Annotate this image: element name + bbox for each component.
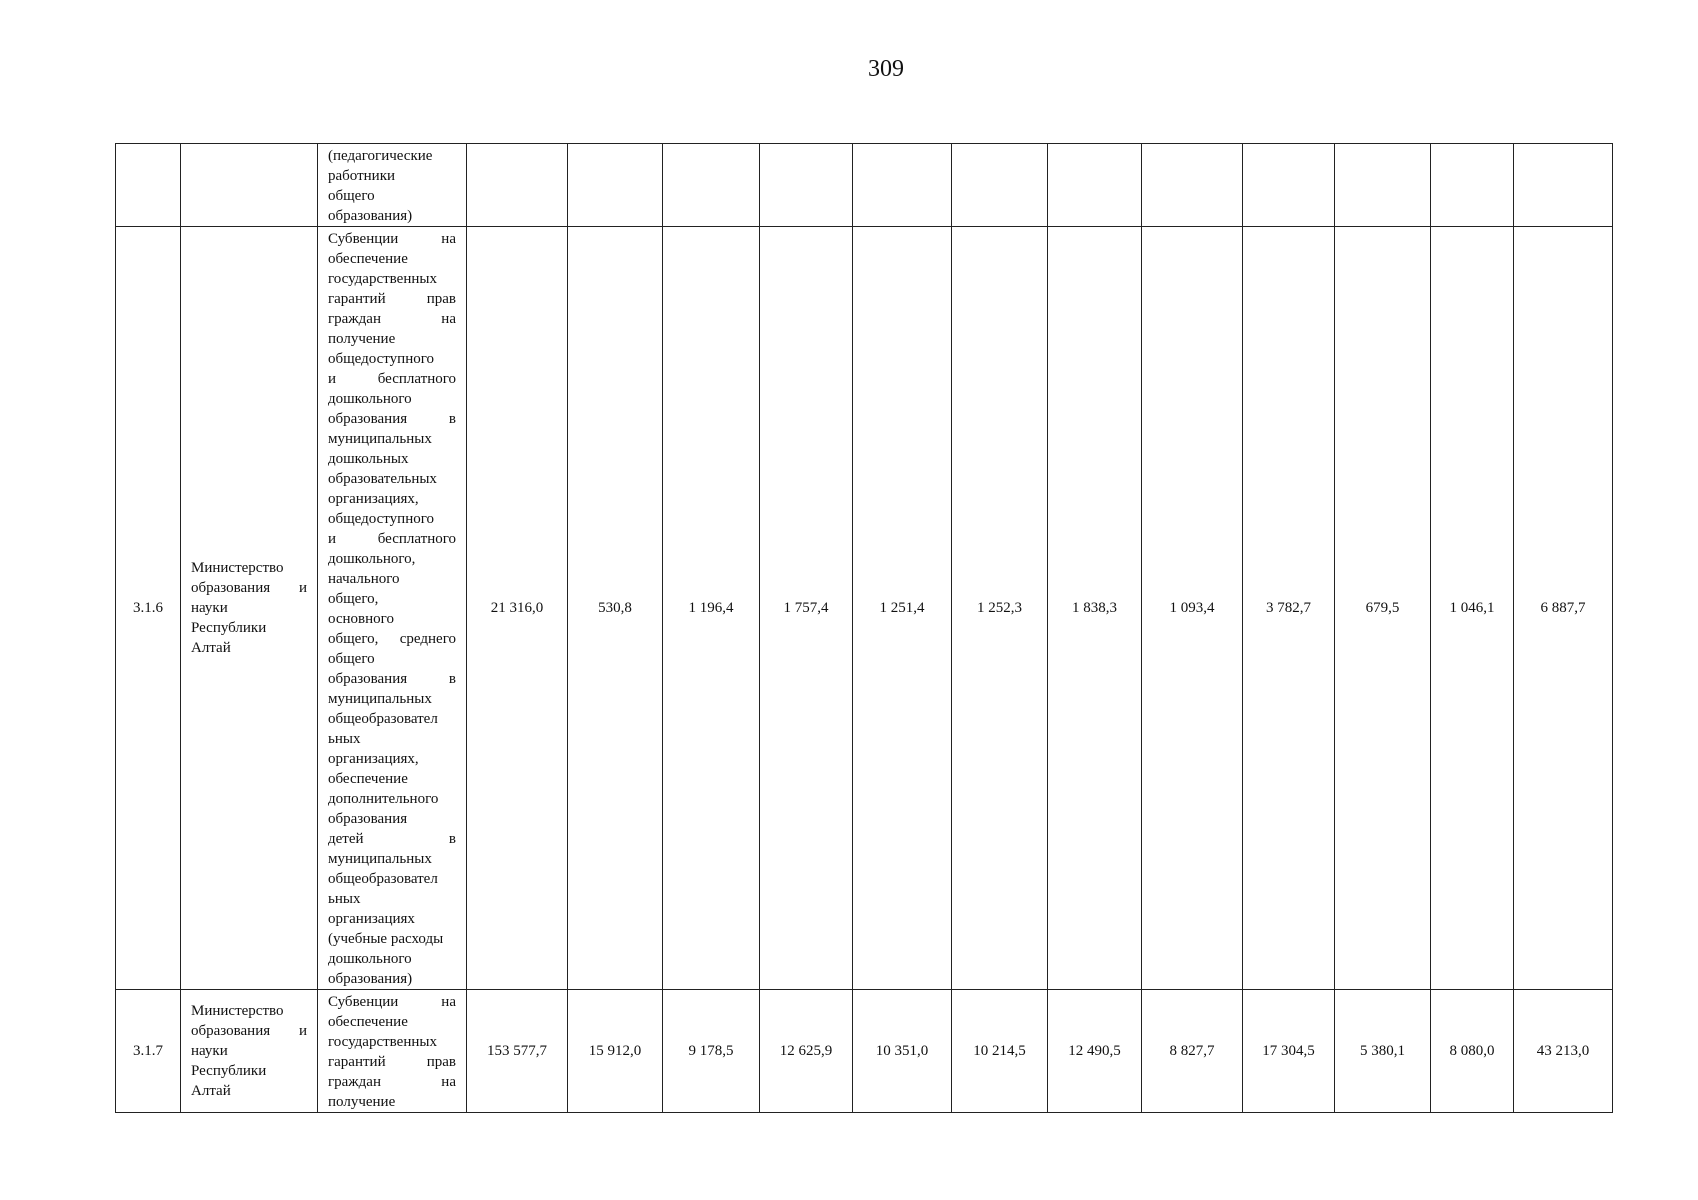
value-cell-v8: 17 304,5 bbox=[1243, 990, 1335, 1113]
description-line: граждан на bbox=[328, 1074, 456, 1090]
value-cell-v4: 10 351,0 bbox=[853, 990, 952, 1113]
value-cell-v10: 1 046,1 bbox=[1431, 227, 1514, 990]
description-line: общего, bbox=[328, 591, 379, 607]
description-line: получение bbox=[328, 1094, 396, 1110]
organization-line: Министерство bbox=[191, 1003, 284, 1019]
row-code-cell: 3.1.6 bbox=[116, 227, 181, 990]
description-line: граждан на bbox=[328, 311, 456, 327]
value-cell-total bbox=[467, 144, 568, 227]
description-line: дошкольного bbox=[328, 391, 412, 407]
description-cell bbox=[318, 990, 467, 1113]
value-cell-v6: 1 838,3 bbox=[1048, 227, 1142, 990]
description-line: муниципальных bbox=[328, 431, 432, 447]
description-line: общедоступного bbox=[328, 511, 434, 527]
description-line: обеспечение bbox=[328, 771, 408, 787]
value-cell-v8: 3 782,7 bbox=[1243, 227, 1335, 990]
description-line: (учебные расходы bbox=[328, 931, 444, 947]
description-line: образования) bbox=[328, 971, 413, 987]
organization-line: образования и bbox=[191, 1023, 307, 1039]
value-cell-v8 bbox=[1243, 144, 1335, 227]
description-line: и бесплатного bbox=[328, 371, 456, 387]
page-number: 309 bbox=[868, 56, 904, 82]
value-cell-v3: 12 625,9 bbox=[760, 990, 853, 1113]
value-cell-v1 bbox=[568, 144, 663, 227]
description-cell bbox=[318, 227, 467, 990]
organization-line: науки bbox=[191, 1043, 228, 1059]
value-cell-v1: 530,8 bbox=[568, 227, 663, 990]
description-text bbox=[328, 992, 456, 1112]
description-line: общего, среднего bbox=[328, 631, 456, 647]
value-cell-v6 bbox=[1048, 144, 1142, 227]
description-line: основного bbox=[328, 611, 394, 627]
value-cell-v5: 1 252,3 bbox=[952, 227, 1048, 990]
description-line: ьных bbox=[328, 731, 361, 747]
description-line: организациях, bbox=[328, 491, 419, 507]
value-cell-v11 bbox=[1514, 144, 1613, 227]
description-line: общеобразовател bbox=[328, 711, 438, 727]
organization-line: Республики bbox=[191, 1063, 267, 1079]
description-line: организациях, bbox=[328, 751, 419, 767]
row-code-cell bbox=[116, 144, 181, 227]
organization-cell bbox=[181, 227, 318, 990]
value-cell-v7: 8 827,7 bbox=[1142, 990, 1243, 1113]
description-line: образования bbox=[328, 811, 408, 827]
description-line: организациях bbox=[328, 911, 415, 927]
description-line: образования в bbox=[328, 671, 456, 687]
organization-line: Министерство bbox=[191, 560, 284, 576]
value-cell-v9: 5 380,1 bbox=[1335, 990, 1431, 1113]
value-cell-v1: 15 912,0 bbox=[568, 990, 663, 1113]
value-cell-v5 bbox=[952, 144, 1048, 227]
description-line: муниципальных bbox=[328, 691, 432, 707]
value-cell-v2 bbox=[663, 144, 760, 227]
value-cell-v7 bbox=[1142, 144, 1243, 227]
value-cell-v4: 1 251,4 bbox=[853, 227, 952, 990]
organization-line: Республики bbox=[191, 620, 267, 636]
description-line: общедоступного bbox=[328, 351, 434, 367]
value-cell-v2: 9 178,5 bbox=[663, 990, 760, 1113]
description-line: (педагогические bbox=[328, 148, 433, 164]
table-row bbox=[116, 990, 1613, 1113]
value-cell-v9 bbox=[1335, 144, 1431, 227]
description-line: дошкольного, bbox=[328, 551, 416, 567]
organization-text bbox=[191, 1001, 307, 1101]
description-line: образования в bbox=[328, 411, 456, 427]
organization-line: Алтай bbox=[191, 1083, 231, 1099]
description-line: и бесплатного bbox=[328, 531, 456, 547]
description-line: ьных bbox=[328, 891, 361, 907]
description-line: общего bbox=[328, 651, 375, 667]
value-cell-total: 21 316,0 bbox=[467, 227, 568, 990]
description-cell bbox=[318, 144, 467, 227]
description-line: начального bbox=[328, 571, 400, 587]
value-cell-v10: 8 080,0 bbox=[1431, 990, 1514, 1113]
description-line: гарантий прав bbox=[328, 291, 456, 307]
description-line: дополнительного bbox=[328, 791, 439, 807]
description-line: образования) bbox=[328, 208, 413, 224]
description-line: Субвенции на bbox=[328, 231, 456, 247]
row-code-cell: 3.1.7 bbox=[116, 990, 181, 1113]
description-line: Субвенции на bbox=[328, 994, 456, 1010]
value-cell-v7: 1 093,4 bbox=[1142, 227, 1243, 990]
description-line: работники bbox=[328, 168, 396, 184]
description-line: общеобразовател bbox=[328, 871, 438, 887]
value-cell-v9: 679,5 bbox=[1335, 227, 1431, 990]
description-line: общего bbox=[328, 188, 375, 204]
description-text bbox=[328, 229, 456, 989]
description-line: дошкольного bbox=[328, 951, 412, 967]
organization-line: науки bbox=[191, 600, 228, 616]
value-cell-v11: 6 887,7 bbox=[1514, 227, 1613, 990]
organization-cell bbox=[181, 144, 318, 227]
description-line: гарантий прав bbox=[328, 1054, 456, 1070]
description-line: образовательных bbox=[328, 471, 437, 487]
table-row bbox=[116, 227, 1613, 990]
description-line: обеспечение bbox=[328, 1014, 408, 1030]
value-cell-v10 bbox=[1431, 144, 1514, 227]
value-cell-v6: 12 490,5 bbox=[1048, 990, 1142, 1113]
value-cell-total: 153 577,7 bbox=[467, 990, 568, 1113]
value-cell-v4 bbox=[853, 144, 952, 227]
organization-line: Алтай bbox=[191, 640, 231, 656]
value-cell-v2: 1 196,4 bbox=[663, 227, 760, 990]
organization-line: образования и bbox=[191, 580, 307, 596]
description-line: муниципальных bbox=[328, 851, 432, 867]
description-text bbox=[328, 146, 456, 226]
description-line: детей в bbox=[328, 831, 456, 847]
budget-table bbox=[115, 143, 1613, 1113]
value-cell-v3: 1 757,4 bbox=[760, 227, 853, 990]
value-cell-v5: 10 214,5 bbox=[952, 990, 1048, 1113]
description-line: государственных bbox=[328, 271, 437, 287]
description-line: обеспечение bbox=[328, 251, 408, 267]
table-row bbox=[116, 144, 1613, 227]
description-line: государственных bbox=[328, 1034, 437, 1050]
organization-text bbox=[191, 558, 307, 658]
organization-cell bbox=[181, 990, 318, 1113]
value-cell-v11: 43 213,0 bbox=[1514, 990, 1613, 1113]
description-line: дошкольных bbox=[328, 451, 409, 467]
description-line: получение bbox=[328, 331, 396, 347]
value-cell-v3 bbox=[760, 144, 853, 227]
